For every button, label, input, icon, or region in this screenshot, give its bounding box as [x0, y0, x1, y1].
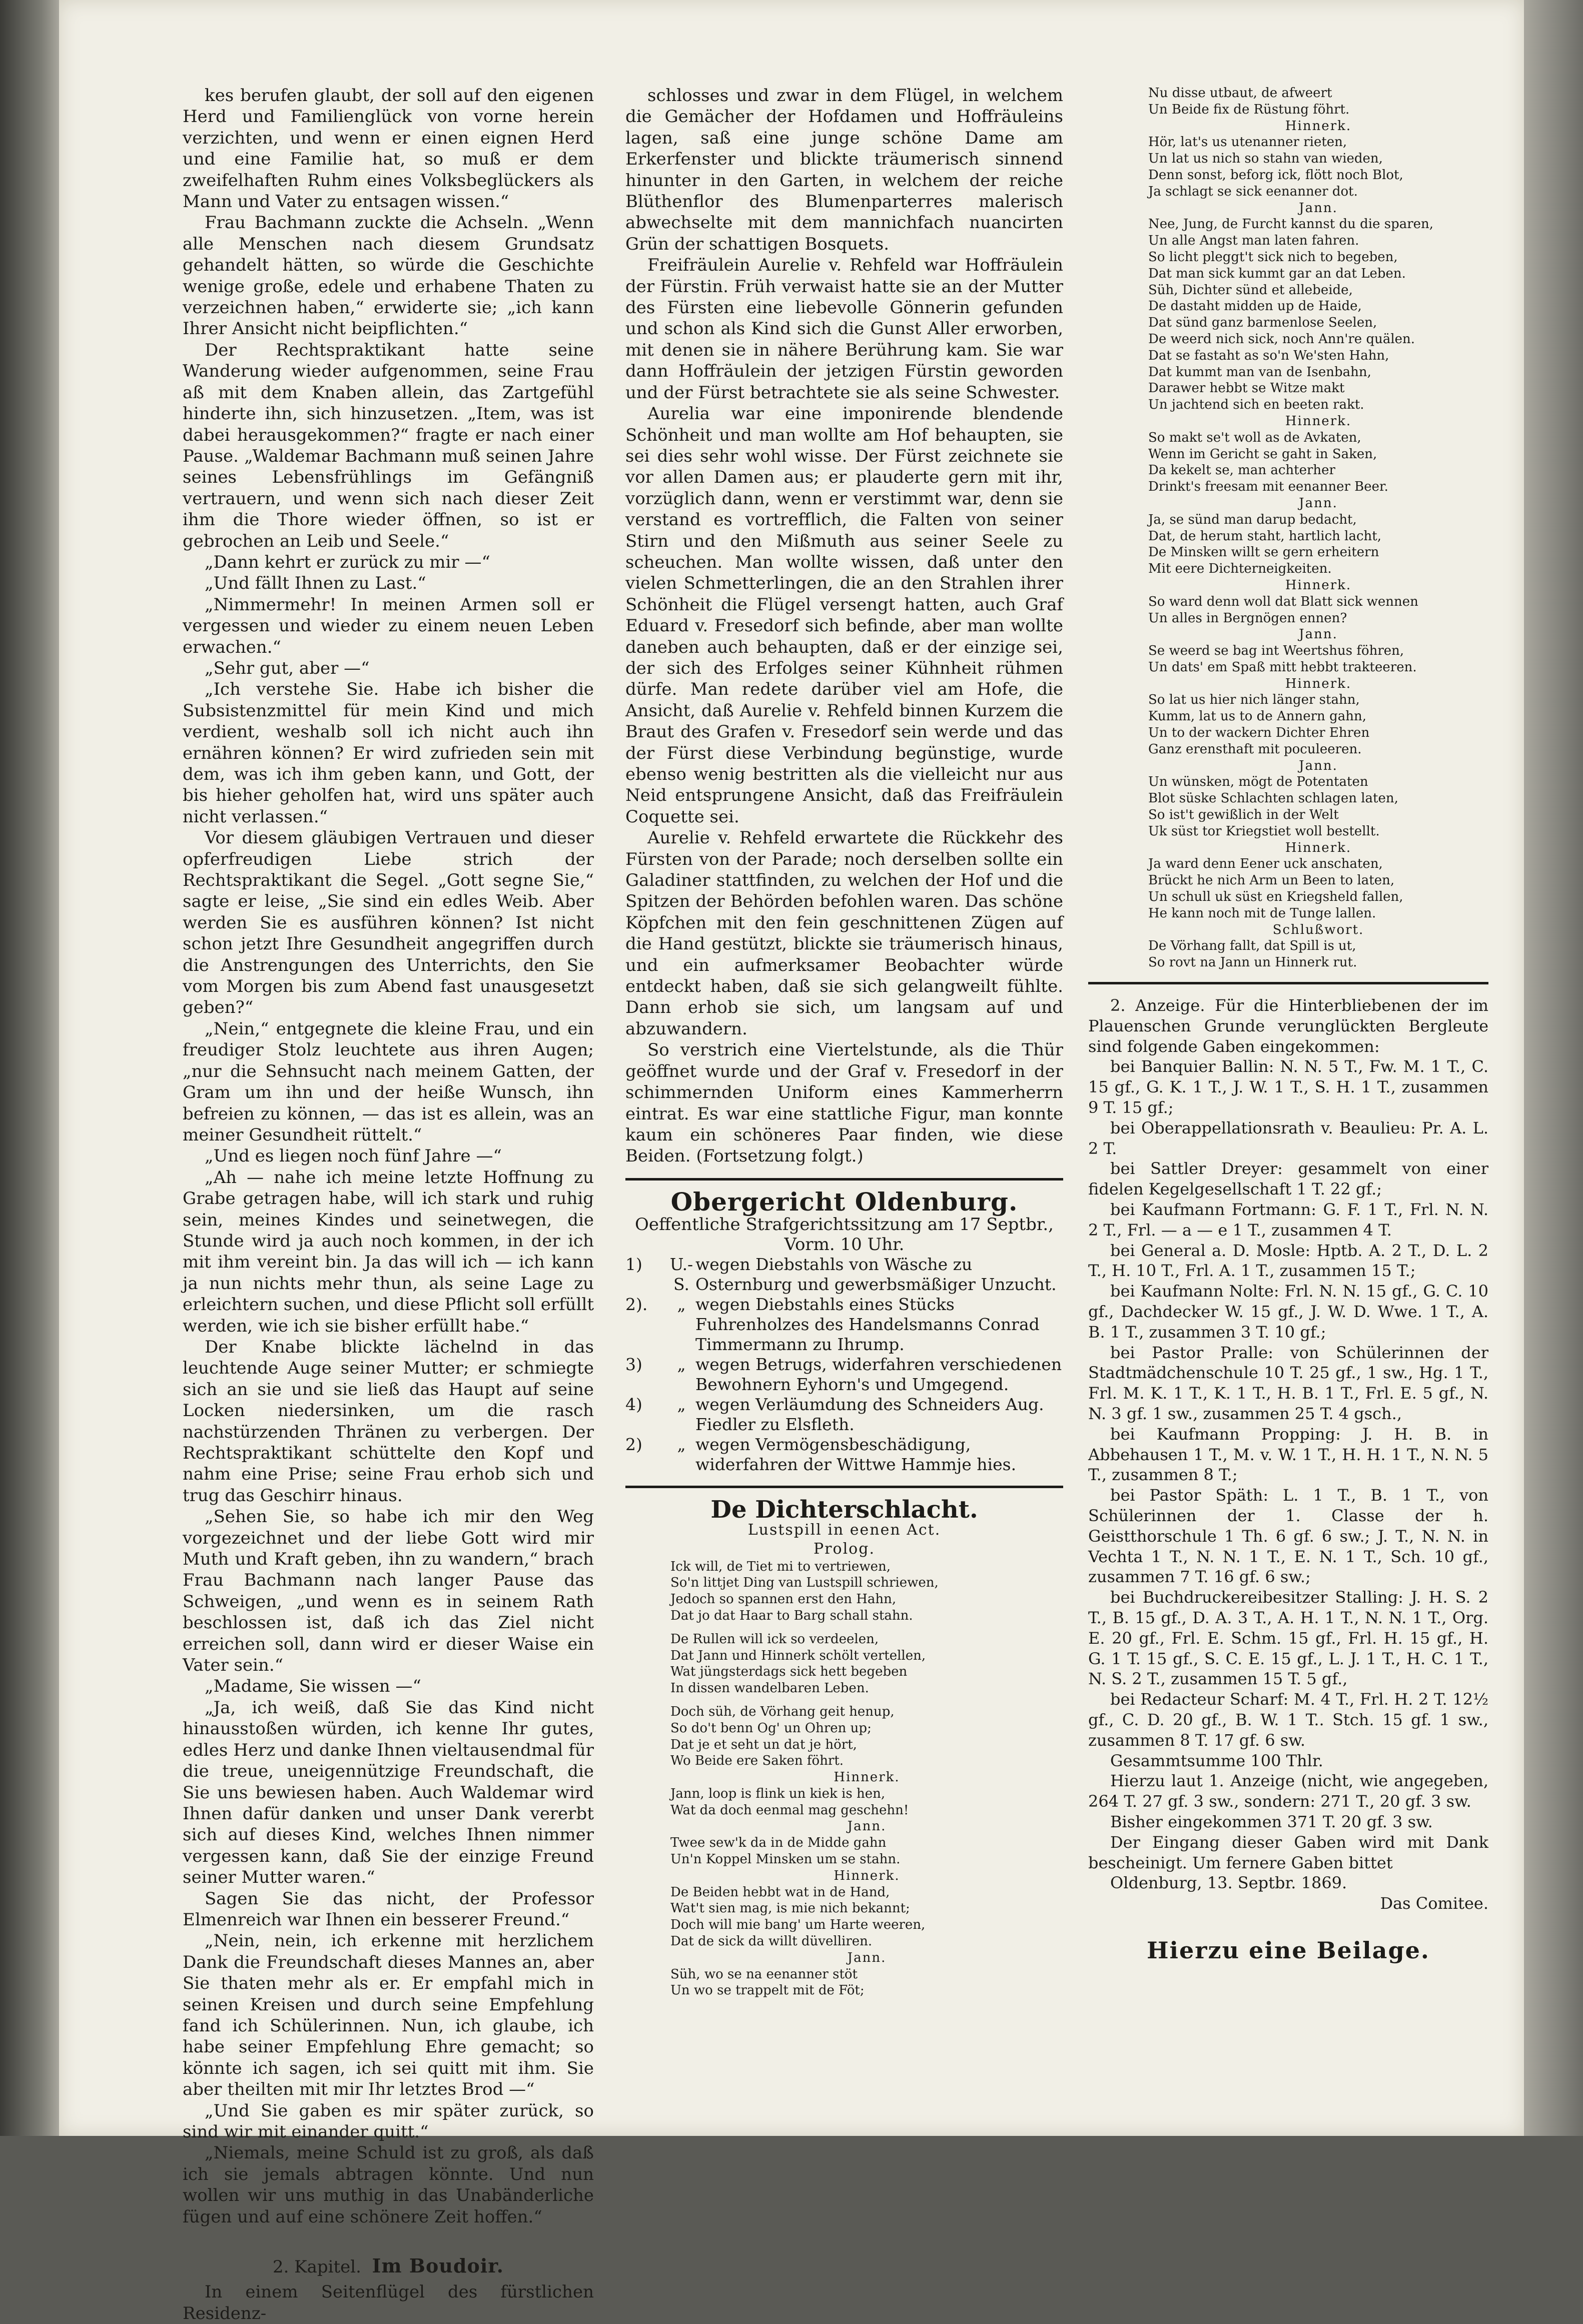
donation-notice [1088, 995, 1488, 1914]
verse-line: De Beiden hebbt wat in de Hand, [670, 1884, 890, 1900]
court-case-text: wegen Betrugs, widerfahren verschiedenen Bewohnern Eyhorn's und Umgegend. [695, 1355, 1062, 1395]
verse-line: Dat je et seht un dat je hört, [670, 1737, 857, 1752]
section-divider [625, 1178, 1063, 1181]
stanza-gap [670, 1624, 1063, 1631]
verse-line: So ist't gewißlich in der Welt [1148, 807, 1339, 823]
verse-line: Dat jo dat Haar to Barg schall stahn. [670, 1608, 913, 1623]
verse-line: Un lat us nich so stahn van wieden, [1148, 151, 1383, 167]
paragraph: „Ah — nahe ich meine letzte Hoffnung zu Grabe getragen habe, will ich stark und ruhig sein, meines Kindes und seinetwegen, die Stunde wird ja auch noch kommen, in der ich mit ihm vereint bin. Ja das will ich — ich kann ja nun nichts mehr thun, als seine Lage zu erleichtern suchen, und diese Pflicht soll erfüllt werden, wie ich sie bisher erfüllt habe.“ [183, 1167, 594, 1336]
paragraph: „Sehen Sie, so habe ich mir den Weg vorgezeichnet und der liebe Gott wird mir Muth und Kraft geben, ihn zu wandern,“ brach Frau Bachmann nach langer Pause das Schweigen, „und wenn es in seinem Rath beschlossen ist, daß ich das Ziel nicht erreichen soll, dann wird er dieser Waise ein Vater sein.“ [183, 1507, 594, 1676]
paragraph: Der Rechtspraktikant hatte seine Wanderung wieder aufgenommen, seine Frau aß mit dem Knaben allein, das Zartgefühl hinderte ihn, sich hinzusetzen. „Item, was ist dabei herausgekommen?“ fragte er nach einer Pause. „Waldemar Bachmann muß seinen Jahre seines Lebensfrühlings im Gefängniß vertrauern, und wenn sich nach dieser Zeit ihm die Thore wieder öffnen, so ist er gebrochen an Leib und Seele.“ [183, 340, 594, 551]
speaker-name: Hinnerk. [834, 1770, 900, 1785]
paragraph: Freifräulein Aurelie v. Rehfeld war Hoffräulein der Fürstin. Früh verwaist hatte sie an der Mutter des Fürsten eine liebevolle Gönnerin gefunden und schon als Kind sich die Gunst Aller erworben, mit denen sie in nähere Berührung kam. Sie war dann Hoffräulein der jetzigen Fürstin geworden und der Fürst betrachtete sie als seine Schwester. [625, 255, 1063, 403]
paragraph: „Und es liegen noch fünf Jahre —“ [205, 1146, 502, 1167]
paragraph: „Sehr gut, aber —“ [205, 658, 370, 678]
donation-entries [1088, 1056, 1488, 1750]
donation-entry: bei Banquier Ballin: N. N. 5 T., Fw. M. 1 T., C. 15 gf., G. K. 1 T., J. W. 1 T., S. H. 1 T., zusammen 9 T. 15 gf.; [1088, 1057, 1488, 1117]
court-case-list [625, 1255, 1063, 1475]
verse-line: Da kekelt se, man achterher [1148, 463, 1335, 478]
court-case-text: wegen Diebstahls von Wäsche zu Osternburg und gewerbsmäßiger Unzucht. [695, 1255, 1057, 1295]
verse-line: Wat jüngsterdags sick hett begeben [670, 1664, 908, 1680]
court-case-num: 2) [625, 1435, 642, 1455]
verse-line: Hör, lat's us utenanner rieten, [1148, 135, 1347, 150]
chapter-start-text: In einem Seitenflügel des fürstlichen Residenz- [183, 2282, 594, 2323]
donation-total: Bisher eingekommen 371 T. 20 gf. 3 sw. [1110, 1812, 1433, 1831]
court-case-num: 3) [625, 1355, 642, 1375]
donation-intro: 2. Anzeige. Für die Hinterbliebenen der im Plauenschen Grunde verunglückten Bergleute sind folgende Gaben eingekommen: [1088, 996, 1488, 1056]
verse-line: So'n littjet Ding van Lustspill schriewen, [670, 1575, 939, 1591]
speaker-name: Hinnerk. [1285, 118, 1352, 134]
donation-entry: bei Kaufmann Nolte: Frl. N. N. 15 gf., G. C. 10 gf., Dachdecker W. 15 gf., J. W. D. Wwe. 1 T., A. B. 1 T., zusammen 3 T. 10 gf.; [1088, 1282, 1488, 1342]
paragraph: „Nein, nein, ich erkenne mit herzlichem Dank die Freundschaft dieses Mannes an, aber Sie thaten mehr als er. Er empfahl mich in seinen Kreisen und durch seine Empfehlung fand ich Schülerinnen. Nun, ich glaube, ich habe seiner Empfehlung Ehre gemacht; so könnte ich sagen, ich sei quitt mit ihm. Sie aber theilten mit mir Ihr letztes Brod —“ [183, 1931, 594, 2100]
court-case [625, 1295, 1063, 1355]
court-case-text: wegen Diebstahls eines Stücks Fuhrenholzes des Handelsmanns Conrad Timmermann zu Ihrump. [695, 1295, 1040, 1355]
verse-line: De weerd nich sick, noch Ann're quälen. [1148, 331, 1415, 347]
column-left [183, 85, 594, 2324]
supplement-notice: Hierzu eine Beilage. [1147, 1936, 1430, 1964]
court-time: Vorm. 10 Uhr. [784, 1235, 905, 1255]
paragraph: „Nimmermehr! In meinen Armen soll er vergessen und wieder zu einem neuen Leben erwachen.“ [183, 594, 594, 657]
verse-line: Twee sew'k da in de Midde gahn [670, 1835, 887, 1851]
court-case [625, 1435, 1063, 1475]
court-case-num: 4) [625, 1395, 642, 1415]
paragraph: Vor diesem gläubigen Vertrauen und dieser opferfreudigen Liebe strich der Rechtspraktikant die Segel. „Gott segne Sie,“ sagte er leise, „Sie sind ein edles Weib. Aber werden Sie es ausführen können? Ist nicht schon jetzt Ihre Gesundheit angegriffen durch die Anstrengungen des Unterrichts, den Sie vom Morgen bis zum Abend fast unausgesetzt geben?“ [183, 828, 594, 1018]
verse-line: Ja schlagt se sick eenanner dot. [1148, 184, 1358, 199]
signature-line [1088, 1893, 1488, 1914]
verse-line: Dat Jann und Hinnerk schölt vertellen, [670, 1648, 926, 1663]
donation-entry: bei Buchdruckereibesitzer Stalling: J. H. S. 2 T., B. 15 gf., D. A. 3 T., A. H. 1 T., N. N. 1 T., Org. E. 20 gf., Frl. E. Schm. 15 gf., Frl. H. 15 gf., H. G. 1 T. 15 gf., S. C. E. 15 gf., L. J. 1 T., H. C. 1 T., N. S. 2 T., zusammen 15 T. 5 gf., [1088, 1588, 1488, 1689]
verse-line: So ward denn woll dat Blatt sick wennen [1148, 594, 1418, 609]
court-subtitle: Oeffentliche Strafgerichtssitzung am 17 Septbr., [635, 1215, 1054, 1235]
court-case-mark: „ [677, 1395, 686, 1415]
court-case-num: 2). [625, 1295, 648, 1315]
chapter-heading [183, 2255, 594, 2277]
verse-line: Süh, Dichter sünd et allebeide, [1148, 282, 1353, 298]
verse-line: Dat de sick da willt düvelliren. [670, 1934, 873, 1949]
verse-line: So lat us hier nich länger stahn, [1148, 692, 1360, 708]
donation-entry: bei Pastor Pralle: von Schülerinnen der Stadtmädchenschule 10 T. 25 gf., 1 sw., Hg. 1 T., Frl. M. K. 1 T., K. 1 T., H. B. 1 T., Frl. E. 5 gf., N. N. 3 gf. 1 sw., zusammen 25 T. 4 gsch., [1088, 1343, 1488, 1423]
speaker-name: Jann. [1299, 758, 1338, 773]
verse-line: Brückt he nich Arm un Been to laten, [1148, 873, 1395, 888]
verse-line: He kann noch mit de Tunge lallen. [1148, 905, 1376, 921]
verse-line: Mit eere Dichterneigkeiten. [1148, 561, 1332, 577]
court-case [625, 1395, 1063, 1435]
play-verse-left [625, 1559, 1063, 1999]
verse-line: Un schull uk süst en Kriegsheld fallen, [1148, 889, 1403, 905]
verse-line: Un to der wackern Dichter Ehren [1148, 725, 1370, 741]
chapter-title: Im Boudoir. [372, 2254, 504, 2277]
paragraph: „Madame, Sie wissen —“ [205, 1676, 421, 1697]
court-case [625, 1355, 1063, 1395]
verse-line: Un wo se trappelt mit de Föt; [670, 1983, 865, 1998]
court-case [625, 1255, 1063, 1295]
paragraph: So verstrich eine Viertelstunde, als die Thür geöffnet wurde und der Graf v. Fresedorf in der schimmernden Uniform eines Kammerherrn eintrat. Es war eine stattliche Figur, man konnte kaum ein schöneres Paar finden, wie diese Beiden. (Fortsetzung folgt.) [625, 1040, 1063, 1167]
verse-line: Drinkt's freesam mit eenanner Beer. [1148, 479, 1388, 495]
verse-line: Ja ward denn Eener uck anschaten, [1148, 856, 1383, 872]
verse-line: Nee, Jung, de Furcht kannst du die sparen, [1148, 217, 1434, 232]
verse-line: Un dats' em Spaß mitt hebbt trakteeren. [1148, 659, 1417, 675]
verse-line: Un Beide fix de Rüstung föhrt. [1148, 102, 1350, 117]
paragraph: „Ja, ich weiß, daß Sie das Kind nicht hinausstoßen würden, ich kenne Ihr gutes, edles Herz und danke Ihnen vieltausendmal für die treue, uneigennützige Freundschaft, die Sie uns bewiesen haben. Auch Waldemar wird Ihnen dafür danken und unser Dank vererbt sich auf dieses Kind, welches Ihnen nimmer vergessen kann, daß Sie der einzige Freund seiner Mutter waren.“ [183, 1697, 594, 1888]
speaker-name: Hinnerk. [1285, 413, 1352, 429]
speaker-name: Hinnerk. [1285, 676, 1352, 691]
column-middle [625, 85, 1063, 1999]
paragraph: Aurelia war eine imponirende blendende Schönheit und man wollte am Hof behaupten, sie sei dies sehr wohl wisse. Der Fürst zeichnete sie vor allen Damen aus; er plauderte gern mit ihr, vorzüglich dann, wenn er verstimmt war, denn sie verstand es vortrefflich, die Falten von seiner Stirn und den Mißmuth aus seiner Seele zu scheuchen. Man wollte wissen, daß unter den vielen Schmetterlingen, die an den Strahlen ihrer Schönheit die Flügel versengt hatten, auch Graf Eduard v. Fresedorf sich befinde, aber man wollte daneben auch behaupten, daß er der einzige sei, der sich des Erfolges seiner Kühnheit rühmen dürfe. Man redete darüber viel am Hofe, die Ansicht, daß Aurelie v. Rehfeld binnen Kurzem die Braut des Grafen v. Fresedorf sein werde und das der Fürst diese Verbindung begünstige, wurde ebenso wenig bestritten als die vielleicht nur aus Neid entsprungene Ansicht, daß das Freifräulein Coquette sei. [625, 404, 1063, 827]
verse-line: Wenn im Gericht se gaht in Saken, [1148, 446, 1377, 462]
play-subtitle: Lustspill in eenen Act. [747, 1521, 941, 1539]
verse-line: Un alles in Bergnögen ennen? [1148, 610, 1347, 626]
column-right [1088, 85, 1488, 1964]
speaker-name: Jann. [847, 1819, 887, 1834]
verse-line: De Minsken willt se gern erheitern [1148, 545, 1379, 560]
donation-note: Hierzu laut 1. Anzeige (nicht, wie angegeben, 264 T. 27 gf. 3 sw., sondern: 271 T., 20 gf. 3 sw. [1088, 1771, 1488, 1811]
verse-line: Dat, de herum staht, hartlich lacht, [1148, 528, 1382, 544]
verse-line: Un'n Koppel Minsken um se stahn. [670, 1852, 901, 1867]
chapter-number: 2. Kapitel. [272, 2257, 361, 2277]
paragraph: „Und Sie gaben es mir später zurück, so sind wir mit einander quitt.“ [183, 2100, 594, 2142]
speaker-name: Jann. [1299, 495, 1338, 511]
verse-line: Dat kummt man van de Isenbahn, [1148, 364, 1371, 380]
play-verse-right [1088, 85, 1488, 971]
speaker-name: Jann. [1299, 200, 1338, 216]
paragraph: Frau Bachmann zuckte die Achseln. „Wenn alle Menschen nach diesem Grundsatz gehandelt hätten, so würde die Geschichte wenige große, edele und erhabene Thaten zu verzeichnen haben,“ erwiderte sie; „ich kann Ihrer Ansicht nicht beipflichten.“ [183, 213, 594, 339]
verse-line: Wat't sien mag, is mie nich bekannt; [670, 1901, 910, 1916]
verse-line: Dat sünd ganz barmenlose Seelen, [1148, 315, 1377, 331]
court-case-mark: „ [677, 1435, 686, 1455]
court-case-text: wegen Vermögensbeschädigung, widerfahren der Wittwe Hammje hies. [695, 1435, 1017, 1475]
paragraph: „Dann kehrt er zurück zu mir —“ [205, 552, 490, 572]
verse-line: Ja, se sünd man darup bedacht, [1148, 512, 1357, 527]
verse-line: So do't benn Og' un Ohren up; [670, 1720, 872, 1736]
verse-line: Ick will, de Tiet mi to vertriewen, [670, 1559, 891, 1574]
verse-line: Se weerd se bag int Weertshus föhren, [1148, 643, 1404, 659]
court-case-num: 1) [625, 1255, 642, 1275]
verse-line: Doch will mie bang' um Harte weeren, [670, 1917, 926, 1933]
verse-line: De Rullen will ick so verdeelen, [670, 1631, 879, 1647]
verse-line: So makt se't woll as de Avkaten, [1148, 430, 1361, 445]
donation-signature: Das Comitee. [1380, 1894, 1488, 1913]
play-title: De Dichterschlacht. [710, 1496, 978, 1524]
story-text [183, 85, 594, 2227]
paragraph: Aurelie v. Rehfeld erwartete die Rückkehr des Fürsten von der Parade; noch derselben sollte ein Galadiner stattfinden, zu welchen der Hof und die Spitzen der Behörden befohlen waren. Das schöne Köpfchen mit den fein geschnittenen Zügen auf die Hand gestützt, blickte sie träumerisch hinaus, und ein aufmerksamer Beobachter würde entdeckt haben, daß sie sich gelangweilt fühlte. Dann erhob sie sich, um langsam auf und abzuwandern. [625, 828, 1063, 1039]
verse-line: Süh, wo se na eenanner stöt [670, 1966, 858, 1982]
verse-line: Darawer hebbt se Witze makt [1148, 381, 1345, 396]
speaker-name: Schlußwort. [1272, 922, 1364, 937]
verse-line: Doch süh, de Vörhang geit henup, [670, 1704, 895, 1719]
verse-line: Kumm, lat us to de Annern gahn, [1148, 709, 1366, 724]
stanza-gap [670, 1697, 1063, 1704]
verse-line: Dat man sick kummt gar an dat Leben. [1148, 266, 1406, 281]
verse-line: Un alle Angst man laten fahren. [1148, 233, 1359, 249]
verse-line: Blot süske Schlachten schlagen laten, [1148, 791, 1398, 806]
paragraph: „Nein,“ entgegnete die kleine Frau, und ein freudiger Stolz leuchtete aus ihren Augen; „nur die Sehnsucht nach meinem Gatten, der Gram um ihn und der heiße Wunsch, ihn befreien zu können, — das ist es allein, was an meiner Gesundheit rüttelt.“ [183, 1018, 594, 1145]
verse-line: Wo Beide ere Saken föhrt. [670, 1753, 844, 1769]
court-case-mark: „ [677, 1295, 686, 1315]
story-continuation [625, 85, 1063, 1167]
verse-line: Denn sonst, beforg ick, flött noch Blot, [1148, 167, 1403, 183]
donation-entry: bei Redacteur Scharf: M. 4 T., Frl. H. 2 T. 12½ gf., C. D. 20 gf., B. W. 1 T.. Stch. 15 gf. 1 sw., zusammen 8 T. 17 gf. 6 sw. [1088, 1690, 1488, 1750]
verse-line: Jann, loop is flink un kiek is hen, [670, 1786, 886, 1801]
section-divider [1088, 982, 1488, 984]
donation-entry: bei Kaufmann Fortmann: G. F. 1 T., Frl. N. N. 2 T., Frl. — a — e 1 T., zusammen 4 T. [1088, 1200, 1488, 1240]
book-binding-shadow [0, 0, 59, 2136]
donation-entry: bei Oberappellationsrath v. Beaulieu: Pr. A. L. 2 T. [1088, 1118, 1488, 1158]
verse-line: Dat se fastaht as so'n We'sten Hahn, [1148, 348, 1389, 363]
donation-entry: bei Sattler Dreyer: gesammelt von einer fidelen Kegelgesellschaft 1 T. 22 gf.; [1088, 1159, 1488, 1199]
speaker-name: Hinnerk. [1285, 840, 1352, 855]
verse-line: Nu disse utbaut, de afweert [1148, 86, 1332, 101]
donation-sum: Gesammtsumme 100 Thlr. [1110, 1751, 1323, 1770]
verse-line: Un wünsken, mögt de Potentaten [1148, 774, 1368, 790]
speaker-name: Hinnerk. [834, 1868, 900, 1883]
donation-entry: bei Pastor Späth: L. 1 T., B. 1 T., von Schülerinnen der 1. Classe der h. Geistthorschule 1 Th. 6 gf. 6 sw.; J. T., N. N. in Vechta 1 T., N. N. 1 T., E. N. 1 T., Sch. 10 gf., zusammen 7 T. 16 gf. 6 sw.; [1088, 1486, 1488, 1587]
section-divider [625, 1486, 1063, 1488]
paragraph: „Ich verstehe Sie. Habe ich bisher die Subsistenzmittel für mein Kind und mich verdient, weshalb soll ich nicht auch ihn ernähren können? Er wird zufrieden sein mit dem, was ich ihm geben kann, und Gott, der bis hieher geholfen hat, wird uns später auch nicht verlassen.“ [183, 679, 594, 827]
donation-closing: Der Eingang dieser Gaben wird mit Dank bescheinigt. Um fernere Gaben bittet [1088, 1832, 1488, 1872]
speaker-name: Hinnerk. [1285, 577, 1352, 593]
court-case-mark: „ [677, 1355, 686, 1375]
paragraph: Der Knabe blickte lächelnd in das leuchtende Auge seiner Mutter; er schmiegte sich an sie und sie ließ das Haupt auf seine Locken niedersinken, um die rasch nachstürzenden Thränen zu verbergen. Der Rechtspraktikant schüttelte den Kopf und nahm eine Prise; seine Frau erhob sich und trug das Geschirr hinaus. [183, 1337, 594, 1506]
verse-line: De dastaht midden up de Haide, [1148, 299, 1362, 314]
speaker-name: Jann. [1299, 627, 1338, 642]
verse-line: Ganz erensthaft mit poculeeren. [1148, 741, 1362, 757]
paragraph: kes berufen glaubt, der soll auf den eigenen Herd und Familienglück von vorne herein verzichten, und wenn er einen eignen Herd und eine Familie hat, so muß er dem zweifelhaften Ruhm eines Volksbeglückers als Mann und Vater zu entsagen wissen.“ [183, 86, 594, 212]
court-heading: Obergericht Oldenburg. [670, 1187, 1018, 1217]
verse-line: Wat da doch eenmal mag geschehn! [670, 1802, 909, 1818]
court-case-mark: U.-S. [669, 1255, 693, 1295]
page-edge [1524, 0, 1583, 2136]
verse-line: De Vörhang fallt, dat Spill is ut, [1148, 938, 1356, 954]
verse-line: Un jachtend sich en beeten rakt. [1148, 397, 1364, 413]
verse-line: So licht pleggt't sick nich to begeben, [1148, 249, 1398, 265]
verse-line: In dissen wandelbaren Leben. [670, 1681, 869, 1696]
court-case-text: wegen Verläumdung des Schneiders Aug. Fiedler zu Elsfleth. [695, 1395, 1044, 1435]
paragraph: Sagen Sie das nicht, der Professor Elmenreich war Ihnen ein besserer Freund.“ [183, 1888, 594, 1930]
speaker-name: Jann. [847, 1950, 887, 1965]
verse-line: So rovt na Jann un Hinnerk rut. [1148, 955, 1357, 970]
verse-line: Jedoch so spannen erst den Hahn, [670, 1592, 897, 1607]
donation-entry: bei Kaufmann Propping: J. H. B. in Abbehausen 1 T., M. v. W. 1 T., H. H. 1 T., N. N. 5 T., zusammen 8 T.; [1088, 1424, 1488, 1485]
prolog-heading: Prolog. [814, 1540, 875, 1558]
donation-entry: bei General a. D. Mosle: Hptb. A. 2 T., D. L. 2 T., H. 10 T., Frl. A. 1 T., zusammen 15 T.; [1088, 1241, 1488, 1281]
paragraph: „Und fällt Ihnen zu Last.“ [205, 573, 426, 594]
paragraph: schlosses und zwar in dem Flügel, in welchem die Gemächer der Hofdamen und Hoffräuleins lagen, saß eine junge schöne Dame am Erkerfenster und blickte träumerisch sinnend hinunter in den Garten, in welchem der reiche Blüthenflor des Blumenparterres malerisch abwechselte mit dem mannichfach nuancirten Grün der schattigen Bosquets. [625, 86, 1063, 254]
donation-place-date: Oldenburg, 13. Septbr. 1869. [1110, 1873, 1347, 1893]
paragraph: „Niemals, meine Schuld ist zu groß, als daß ich sie jemals abtragen könnte. Und nun wollen wir uns muthig in das Unabänderliche fügen und auf eine schönere Zeit hoffen.“ [183, 2143, 594, 2227]
verse-line: Uk süst tor Kriegstiet woll bestellt. [1148, 823, 1380, 839]
